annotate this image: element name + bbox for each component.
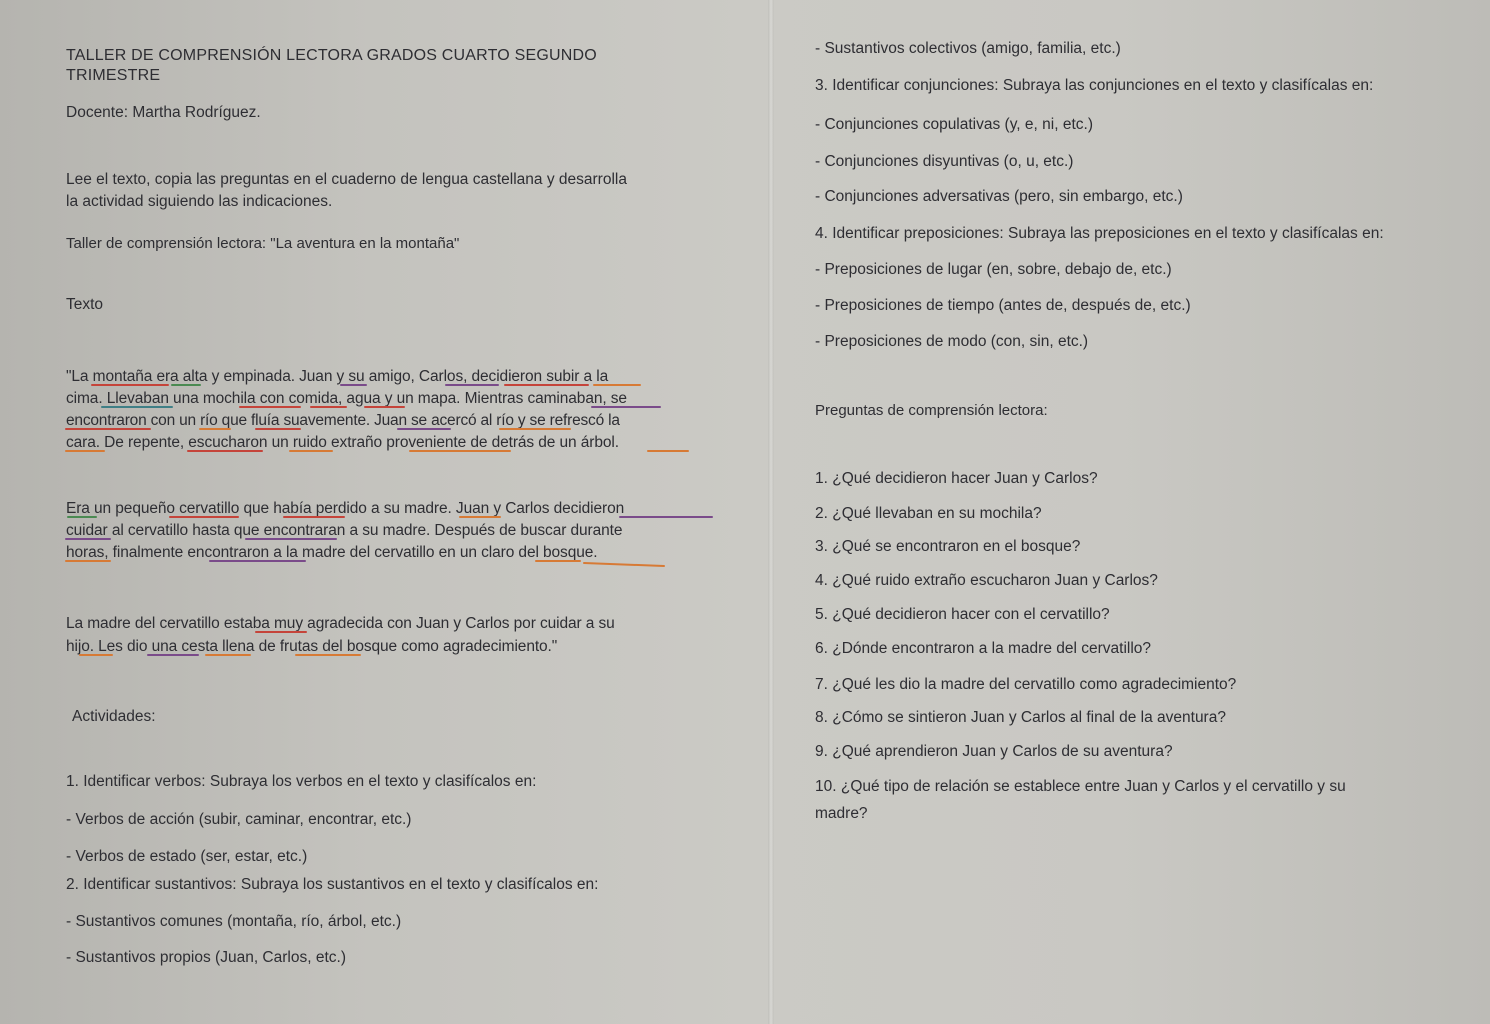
question-item: 2. ¿Qué llevaban en su mochila? — [815, 505, 1042, 522]
activity-item: - Verbos de acción (subir, caminar, encontrar, etc.) — [66, 811, 412, 828]
workshop-title: Taller de comprensión lectora: "La aventura en la montaña" — [66, 235, 460, 252]
questions-heading: Preguntas de comprensión lectora: — [815, 402, 1048, 419]
question-item: 10. ¿Qué tipo de relación se establece entre Juan y Carlos y el cervatillo y su — [815, 778, 1346, 795]
story-line: hijo. Les dio una cesta llena de frutas del bosque como agradecimiento." — [66, 638, 558, 655]
activity-item: 4. Identificar preposiciones: Subraya las preposiciones en el texto y clasifícalas en: — [815, 225, 1384, 242]
activity-item: - Conjunciones copulativas (y, e, ni, etc.) — [815, 116, 1093, 133]
activity-item: 2. Identificar sustantivos: Subraya los sustantivos en el texto y clasifícalos en: — [66, 876, 599, 893]
activity-item: - Verbos de estado (ser, estar, etc.) — [66, 848, 308, 865]
story-line: "La montaña era alta y empinada. Juan y su amigo, Carlos, decidieron subir a la — [66, 368, 609, 385]
student-underlines — [0, 0, 770, 700]
activities-heading: Actividades: — [72, 708, 156, 725]
question-item: 5. ¿Qué decidieron hacer con el cervatillo? — [815, 606, 1110, 623]
question-item-continuation: madre? — [815, 805, 868, 822]
question-item: 8. ¿Cómo se sintieron Juan y Carlos al final de la aventura? — [815, 709, 1226, 726]
activity-item: - Sustantivos colectivos (amigo, familia, etc.) — [815, 40, 1121, 57]
teacher-name: Docente: Martha Rodríguez. — [66, 104, 261, 121]
instructions-line2: la actividad siguiendo las indicaciones. — [66, 193, 333, 210]
question-item: 7. ¿Qué les dio la madre del cervatillo como agradecimiento? — [815, 676, 1237, 693]
question-item: 6. ¿Dónde encontraron a la madre del cervatillo? — [815, 640, 1152, 657]
story-line: encontraron con un río que fluía suavemente. Juan se acercó al río y se refrescó la — [66, 412, 620, 429]
story-line: La madre del cervatillo estaba muy agradecida con Juan y Carlos por cuidar a su — [66, 615, 615, 632]
activity-item: - Preposiciones de modo (con, sin, etc.) — [815, 333, 1089, 350]
activity-item: - Sustantivos comunes (montaña, río, árbol, etc.) — [66, 913, 402, 930]
worksheet-title-line1: TALLER DE COMPRENSIÓN LECTORA GRADOS CUARTO SEGUNDO — [66, 47, 597, 64]
activity-item: - Preposiciones de lugar (en, sobre, debajo de, etc.) — [815, 261, 1172, 278]
question-item: 1. ¿Qué decidieron hacer Juan y Carlos? — [815, 470, 1098, 487]
question-item: 9. ¿Qué aprendieron Juan y Carlos de su aventura? — [815, 743, 1173, 760]
instructions-line1: Lee el texto, copia las preguntas en el cuaderno de lengua castellana y desarrolla — [66, 171, 627, 188]
story-line: cuidar al cervatillo hasta que encontraran a su madre. Después de buscar durante — [66, 522, 623, 539]
activity-item: - Preposiciones de tiempo (antes de, después de, etc.) — [815, 297, 1191, 314]
story-line: horas, finalmente encontraron a la madre del cervatillo en un claro del bosque. — [66, 544, 598, 561]
story-line: Era un pequeño cervatillo que había perdido a su madre. Juan y Carlos decidieron — [66, 500, 625, 517]
activity-item: - Sustantivos propios (Juan, Carlos, etc.) — [66, 949, 346, 966]
worksheet-title-line2: TRIMESTRE — [66, 67, 161, 84]
question-item: 4. ¿Qué ruido extraño escucharon Juan y Carlos? — [815, 572, 1158, 589]
text-heading: Texto — [66, 296, 104, 313]
activity-item: - Conjunciones disyuntivas (o, u, etc.) — [815, 153, 1074, 170]
activity-item: 1. Identificar verbos: Subraya los verbos en el texto y clasifícalos en: — [66, 773, 537, 790]
story-line: cara. De repente, escucharon un ruido extraño proveniente de detrás de un árbol. — [66, 434, 619, 451]
activity-item: 3. Identificar conjunciones: Subraya las conjunciones en el texto y clasifícalas en: — [815, 77, 1374, 94]
question-item: 3. ¿Qué se encontraron en el bosque? — [815, 538, 1081, 555]
activity-item: - Conjunciones adversativas (pero, sin embargo, etc.) — [815, 188, 1183, 205]
story-line: cima. Llevaban una mochila con comida, agua y un mapa. Mientras caminaban, se — [66, 390, 627, 407]
underline-mark — [584, 563, 664, 566]
